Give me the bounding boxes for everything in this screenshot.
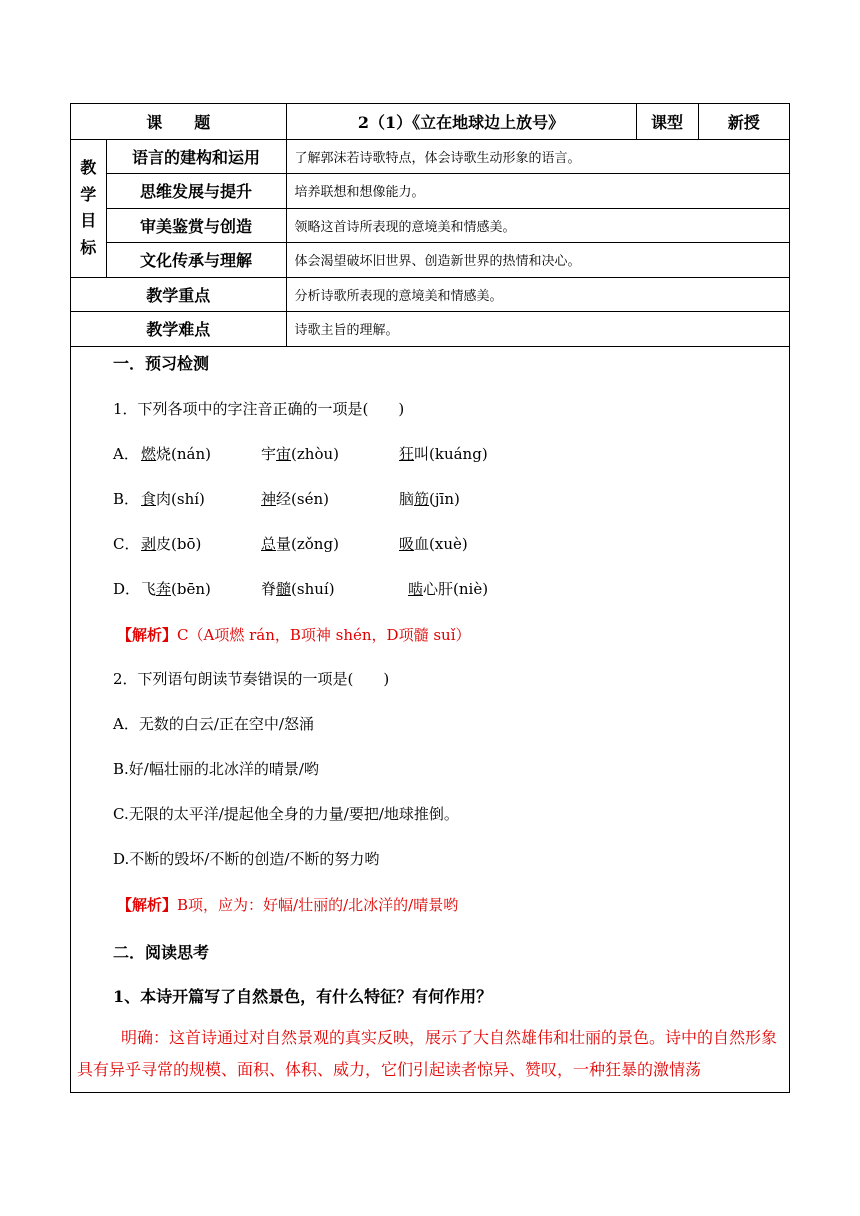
goals-label-char: 目 [80,211,97,230]
goal-text: 了解郭沫若诗歌特点，体会诗歌生动形象的语言。 [286,139,789,173]
goal-text: 培养联想和想像能力。 [286,173,789,208]
type-label: 课型 [636,104,698,139]
option-item: 脑筋(jīn) [399,490,460,508]
analysis-tag: 【解析】 [117,626,178,644]
option-item: 飞奔(bēn) [141,580,211,598]
section2-question: 1、本诗开篇写了自然景色，有什么特征？有何作用？ [113,987,493,1006]
q1-stem: 1．下列各项中的字注音正确的一项是( ) [113,400,405,418]
goal-text: 领略这首诗所表现的意境美和情感美。 [286,208,789,242]
goal-name: 审美鉴赏与创造 [106,208,286,242]
goal-name: 语言的建构和运用 [106,139,286,173]
goals-label [71,139,106,277]
option-item: 狂叫(kuáng) [399,445,488,463]
option-item: 吸血(xuè) [399,535,468,553]
goals-label-char: 标 [80,237,97,257]
option-letter: D． [113,580,141,598]
section2-title: 二．阅读思考 [113,943,210,962]
analysis-text: C（A项燃 rán，B项神 shén，D项髓 suǐ） [177,626,471,644]
topic-value: 2（1）《立在地球边上放号》 [286,104,636,139]
goal-text: 体会渴望破坏旧世界、创造新世界的热情和决心。 [286,242,789,277]
section1-title: 一．预习检测 [113,354,210,373]
option-letter: B． [113,490,140,508]
q2-option: D.不断的毁坏/不断的创造/不断的努力哟 [113,850,380,868]
option-item: 总量(zǒng) [261,535,339,553]
option-item: 燃烧(nán) [141,445,211,463]
section2-answer: 明确：这首诗通过对自然景观的真实反映，展示了大自然雄伟和壮丽的景色。诗中的自然形象具有异乎寻常的规模、面积、体积、威力，它们引起读者惊异、赞叹，一种狂暴的激情荡 [77,1028,778,1079]
header-table [71,104,789,347]
key-point-label: 教学重点 [71,277,286,311]
option-item: 啮心肝(niè) [408,580,489,598]
goals-label-char: 学 [80,184,97,204]
q2-option: C.无限的太平洋/提起他全身的力量/要把/地球推倒。 [113,805,459,823]
lesson-plan-sheet [70,103,790,1093]
q2-stem: 2．下列语句朗读节奏错误的一项是( ) [113,670,390,688]
analysis-tag: 【解析】 [117,896,178,914]
goal-name: 思维发展与提升 [106,173,286,208]
q2-option: A．无数的白云/正在空中/怒涌 [113,715,314,733]
topic-label: 课 题 [71,104,286,139]
option-letter: C． [113,535,140,553]
option-item: 宇宙(zhòu) [261,445,339,463]
option-item: 剥皮(bō) [141,535,202,553]
goal-name: 文化传承与理解 [106,242,286,277]
option-item: 食肉(shí) [141,490,205,508]
q2-analysis [117,894,458,915]
q1-analysis [117,624,471,645]
analysis-text: B项，应为：好幅/壮丽的/北冰洋的/晴景哟 [177,896,459,914]
q2-option: B.好/幅壮丽的北冰洋的晴景/哟 [113,760,319,778]
option-item: 脊髓(shuí) [261,580,335,598]
difficult-point-label: 教学难点 [71,311,286,346]
goals-label-char: 教 [80,158,97,177]
difficult-point-text: 诗歌主旨的理解。 [286,311,789,346]
type-value: 新授 [698,104,789,139]
option-item: 神经(sén) [261,490,329,508]
key-point-text: 分析诗歌所表现的意境美和情感美。 [286,277,789,311]
option-letter: A． [113,445,139,463]
